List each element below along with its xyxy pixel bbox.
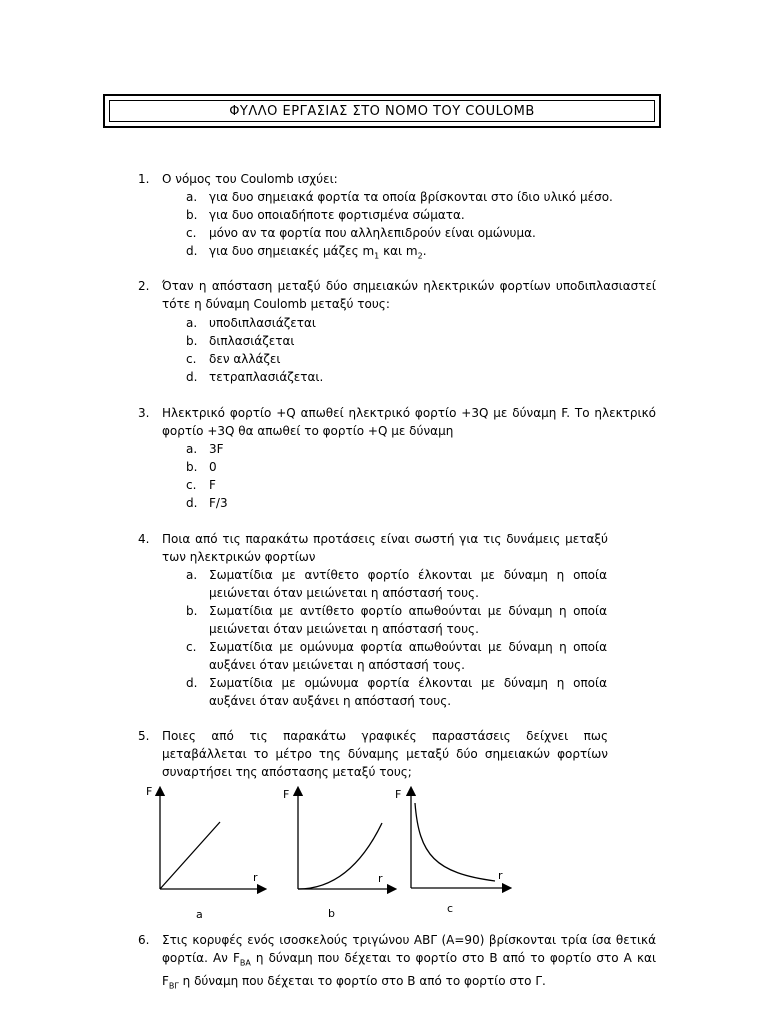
option-letter: a. xyxy=(186,442,198,456)
inverse-square-curve xyxy=(415,803,495,881)
option-letter: a. xyxy=(186,316,198,330)
question-number: 4. xyxy=(138,532,150,546)
linear-curve xyxy=(160,822,220,889)
option-letter: c. xyxy=(186,226,197,240)
graph-c-plot xyxy=(395,785,525,900)
option-letter: a. xyxy=(186,190,198,204)
graph-b xyxy=(280,785,410,925)
graph-caption: a xyxy=(196,908,203,921)
option-letter: b. xyxy=(186,604,198,618)
option-text: Σωματίδια με αντίθετο φορτίο έλκονται με δύναμη η οποία μειώνεται όταν μειώνεται η απόστασή τους. xyxy=(209,568,607,600)
question-number: 3. xyxy=(138,406,150,420)
title-box xyxy=(103,94,661,128)
x-axis-label: r xyxy=(498,869,503,882)
x-axis-label: r xyxy=(253,871,258,884)
option-text: 3F xyxy=(209,442,224,456)
option-letter: d. xyxy=(186,496,198,510)
question-5 xyxy=(138,727,608,781)
option-letter: c. xyxy=(186,478,197,492)
graph-a-plot xyxy=(140,785,270,900)
option-letter: b. xyxy=(186,334,198,348)
question-number: 5. xyxy=(138,729,150,743)
option-letter: d. xyxy=(186,370,198,384)
graph-b-plot xyxy=(280,785,410,900)
graph-c xyxy=(395,785,525,925)
y-axis-label: F xyxy=(395,788,402,801)
question-text: Στις κορυφές ενός ισοσκελούς τριγώνου ΑΒΓ (Α=90) βρίσκονται τρία ίσα θετικά φορτία. Αν $F_{BA}$ η δύναμη που δέχεται το φορτίο στο Β από το φορτίο στο Α και $F_{B\Gamma}$ η δύναμη που δέχεται το φορτίο στο Β από το φορτίο στο Γ. xyxy=(162,933,657,991)
option-letter: a. xyxy=(186,568,198,582)
question-number: 1. xyxy=(138,172,150,186)
question-text: Ο νόμος του Coulomb ισχύει: xyxy=(162,172,338,186)
question-1 xyxy=(138,170,608,188)
question-4 xyxy=(138,530,608,566)
question-2 xyxy=(138,277,656,313)
question-text: Ποια από τις παρακάτω προτάσεις είναι σωστή για τις δυνάμεις μεταξύ των ηλεκτρικών φορτίων xyxy=(162,532,608,564)
worksheet-title: ΦΥΛΛΟ ΕΡΓΑΣΙΑΣ ΣΤΟ ΝΟΜΟ ΤΟΥ COULOMB xyxy=(109,100,655,122)
option-letter: d. xyxy=(186,244,198,258)
question-text: Ηλεκτρικό φορτίο +Q απωθεί ηλεκτρικό φορτίο +3Q με δύναμη F. Το ηλεκτρικό φορτίο +3Q θα απωθεί το φορτίο +Q με δύναμη xyxy=(162,406,656,438)
question-6 xyxy=(138,931,657,991)
question-text: Όταν η απόσταση μεταξύ δύο σημειακών ηλεκτρικών φορτίων υποδιπλασιαστεί τότε η δύναμη Coulomb μεταξύ τους: xyxy=(162,279,656,311)
option-text: 0 xyxy=(209,460,217,474)
option-text: F xyxy=(209,478,216,492)
option-text: δεν αλλάζει xyxy=(209,352,281,366)
question-3 xyxy=(138,404,656,440)
option-text: για δυο οποιαδήποτε φορτισμένα σώματα. xyxy=(209,208,465,222)
option-text: διπλασιάζεται xyxy=(209,334,295,348)
x-axis-label: r xyxy=(378,872,383,885)
option-text: μόνο αν τα φορτία που αλληλεπιδρούν είναι ομώνυμα. xyxy=(209,226,536,240)
option-letter: c. xyxy=(186,640,197,654)
option-letter: c. xyxy=(186,352,197,366)
option-letter: b. xyxy=(186,208,198,222)
graph-caption: b xyxy=(328,907,335,920)
graph-caption: c xyxy=(447,902,454,915)
question-number: 6. xyxy=(138,933,150,947)
option-text: Σωματίδια με ομώνυμα φορτία απωθούνται με δύναμη η οποία αυξάνει όταν μειώνεται η απόστασή τους. xyxy=(209,640,607,672)
option-text: υποδιπλασιάζεται xyxy=(209,316,316,330)
question-text: Ποιες από τις παρακάτω γραφικές παραστάσεις δείχνει πως μεταβάλλεται το μέτρο της δύναμης μεταξύ δύο σημειακών φορτίων συναρτήσει της απόστασης μεταξύ τους; xyxy=(162,729,608,779)
option-text: Σωματίδια με αντίθετο φορτίο απωθούνται με δύναμη η οποία μειώνεται όταν μειώνεται η απόστασή τους. xyxy=(209,604,607,636)
question-number: 2. xyxy=(138,279,150,293)
quadratic-curve xyxy=(298,823,382,889)
option-text: για δυο σημειακά φορτία τα οποία βρίσκονται στο ίδιο υλικό μέσο. xyxy=(209,190,613,204)
option-text: Σωματίδια με ομώνυμα φορτία έλκονται με δύναμη η οποία αυξάνει όταν αυξάνει η απόστασή τους. xyxy=(209,676,607,708)
y-axis-label: F xyxy=(283,788,290,801)
option-text: για δυο σημειακές μάζες $m_1$ και $m_2$. xyxy=(209,244,427,261)
graph-a xyxy=(140,785,270,925)
y-axis-label: F xyxy=(146,785,153,798)
option-letter: b. xyxy=(186,460,198,474)
option-text: τετραπλασιάζεται. xyxy=(209,370,324,384)
option-text: F/3 xyxy=(209,496,228,510)
option-letter: d. xyxy=(186,676,198,690)
